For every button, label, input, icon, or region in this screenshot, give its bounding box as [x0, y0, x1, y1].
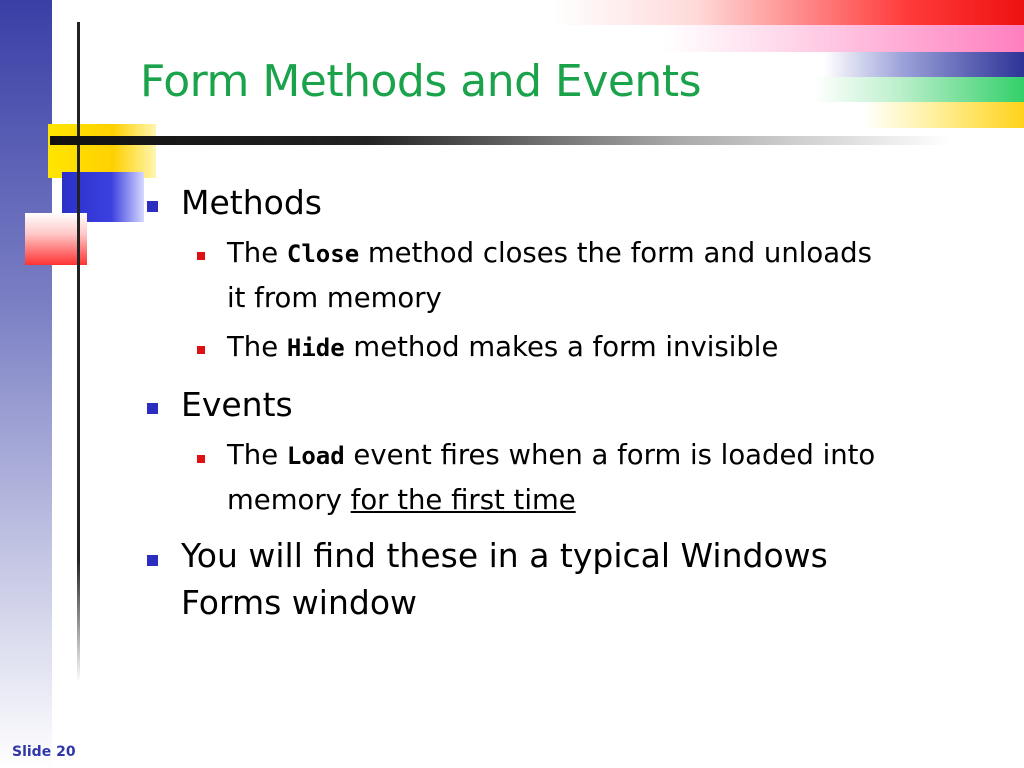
load-underlined-phrase: for the first time	[350, 484, 576, 516]
bullet-level2	[197, 252, 205, 260]
close-pre: The	[227, 237, 287, 269]
slide-title: Form Methods and Events	[140, 56, 701, 107]
note-line2: Forms window	[181, 583, 418, 622]
hide-code: Hide	[286, 334, 345, 362]
bullet-level1	[147, 555, 158, 566]
slide-number: Slide 20	[12, 744, 76, 760]
hide-method-text	[227, 325, 778, 371]
events-heading: Events	[181, 385, 293, 424]
load-event-text	[227, 433, 875, 479]
top-band-blue	[824, 52, 1024, 77]
bullet-level2	[197, 455, 205, 463]
close-post: method closes the form and unloads	[359, 237, 872, 269]
close-method-continuation: it from memory	[227, 282, 442, 314]
bullet-level2	[197, 346, 205, 354]
close-code: Close	[286, 240, 360, 268]
load-pre: The	[227, 439, 287, 471]
load-code: Load	[286, 442, 345, 470]
vertical-rule-fade	[77, 560, 80, 682]
bullet-level1	[147, 201, 158, 212]
title-underline-rule	[50, 136, 950, 145]
top-band-red	[554, 0, 1024, 25]
left-gradient-strip	[0, 0, 52, 768]
hide-pre: The	[227, 331, 287, 363]
bullet-level1	[147, 403, 158, 414]
top-band-yellow	[864, 102, 1024, 128]
decor-square-yellow	[48, 124, 156, 178]
methods-heading: Methods	[181, 183, 322, 222]
top-band-green	[814, 77, 1024, 102]
close-method-text	[227, 231, 872, 277]
hide-post: method makes a form invisible	[344, 331, 779, 363]
note-line1: You will find these in a typical Windows	[181, 536, 828, 575]
load-post: event fires when a form is loaded into	[344, 439, 876, 471]
top-band-pink	[664, 25, 1024, 52]
load-event-continuation	[227, 478, 576, 523]
load-cont-pre: memory	[227, 484, 351, 516]
